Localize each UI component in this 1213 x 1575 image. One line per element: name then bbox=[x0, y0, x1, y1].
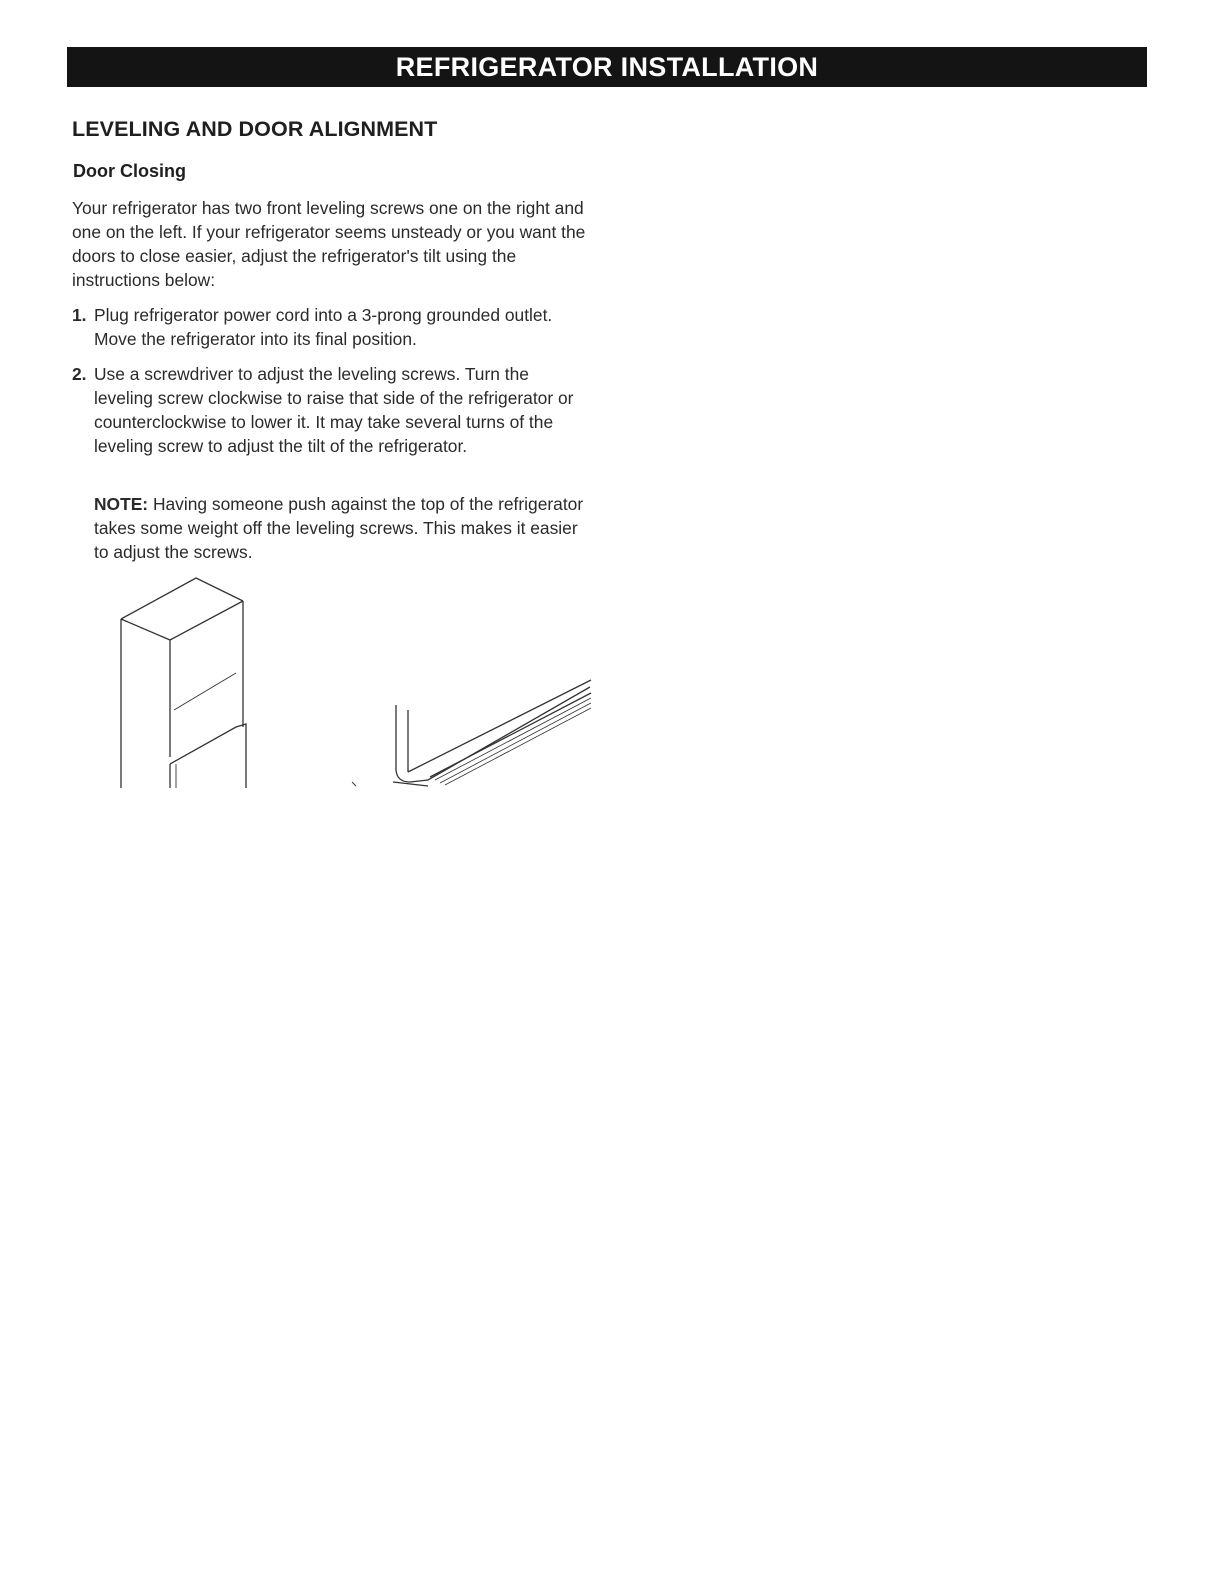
note-paragraph bbox=[94, 492, 594, 564]
page-header-banner: REFRIGERATOR INSTALLATION bbox=[67, 47, 1147, 87]
step-number: 1. bbox=[72, 305, 87, 325]
refrigerator-leveling-illustration bbox=[110, 572, 600, 792]
note-text: Having someone push against the top of the refrigerator takes some weight off the leveling screws. This makes it easier to adjust the screws. bbox=[94, 494, 584, 562]
step-2 bbox=[72, 362, 592, 458]
step-1 bbox=[72, 303, 592, 351]
step-text: Use a screwdriver to adjust the leveling screws. Turn the leveling screw clockwise to raise that side of the refrigerator or counterclockwise to lower it. It may take several turns of the leveling screw to adjust the tilt of the refrigerator. bbox=[94, 364, 574, 456]
step-text: Plug refrigerator power cord into a 3-prong grounded outlet. Move the refrigerator into its final position. bbox=[94, 305, 553, 349]
refrigerator-cabinet-drawing bbox=[121, 578, 246, 788]
intro-paragraph: Your refrigerator has two front leveling screws one on the right and one on the left. If your refrigerator seems unsteady or you want the doors to close easier, adjust the refrigerator's tilt using the instructions below: bbox=[72, 198, 586, 290]
base-grille-closeup-drawing bbox=[352, 680, 591, 786]
step-number: 2. bbox=[72, 364, 87, 384]
section-title: LEVELING AND DOOR ALIGNMENT bbox=[72, 117, 438, 141]
subsection-title: Door Closing bbox=[73, 161, 186, 181]
note-label: NOTE: bbox=[94, 494, 149, 514]
